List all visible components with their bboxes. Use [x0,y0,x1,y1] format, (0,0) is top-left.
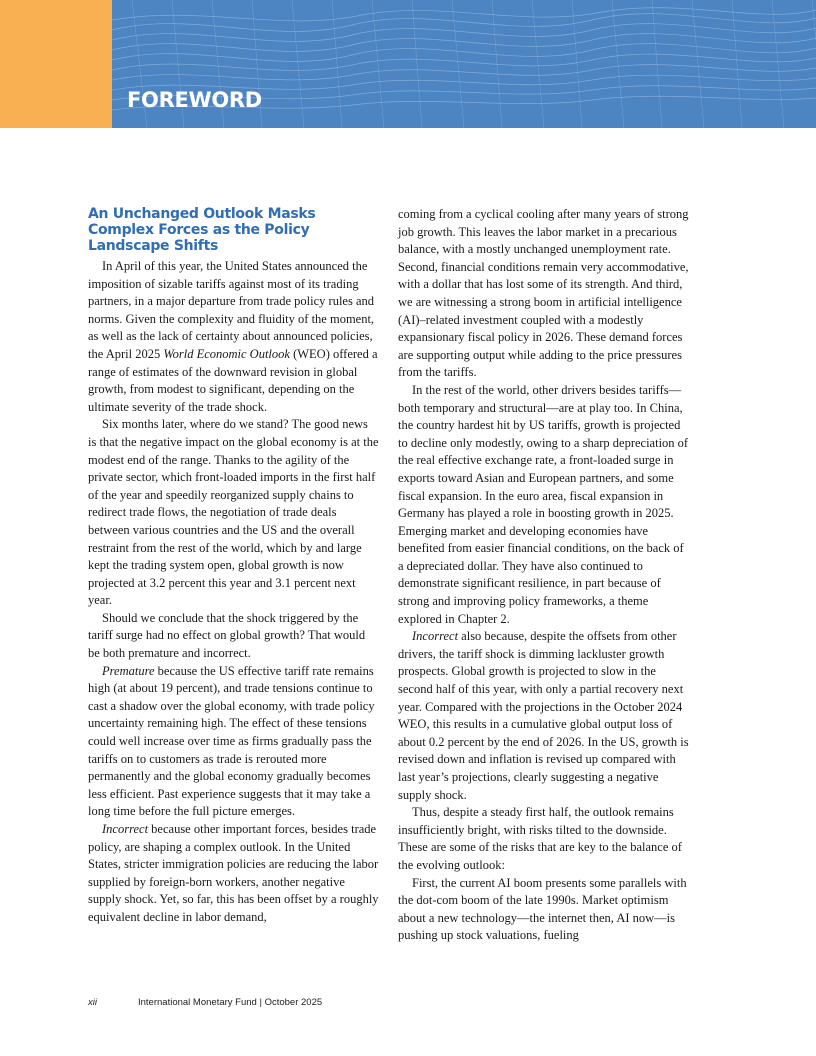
paragraph: In the rest of the world, other drivers besides tariffs—both temporary and structural—are at play too. In China, the country hardest hit by US tariffs, growth is projected to decline only modestly, owing to a sharp depreciation of the real effective exchange rate, a front-loaded surge in exports toward Asian and European partners, and some fiscal expansion. In the euro area, fiscal expansion in Germany has played a role in boosting growth in 2025. Emerging market and developing economies have benefited from easier financial conditions, on the back of a depreciated dollar. They have also continued to demonstrate significant resilience, in part because of strong and improving policy frameworks, a theme explored in Chapter 2. [398,382,689,626]
paragraph: Thus, despite a steady first half, the outlook remains insufficiently bright, with risks tilted to the downside. These are some of the risks that are key to the balance of the evolving outlook: [398,805,682,872]
paragraph: Incorrect also because, despite the offsets from other drivers, the tariff shock is dimming lackluster growth prospects. Global growth is projected to slow in the second half of this year, with only a partial recovery next year. Compared with the projections in the October 2024 WEO, this results in a cumulative global output loss of about 0.2 percent by the end of 2026. In the US, growth is revised down and inflation is revised up compared with last year’s projections, clearly suggesting a negative supply shock. [398,629,689,802]
page-title: FOREWORD [127,88,262,112]
banner-accent-block [0,0,112,128]
paragraph: First, the current AI boom presents some parallels with the dot-com boom of the late 1990s. Market optimism about a new technology—the internet then, AI now—is pushing up stock valuations, fueling [398,875,687,943]
paragraph: coming from a cyclical cooling after many years of strong job growth. This leaves the labor market in a precarious balance, with a mostly unchanged unemployment rate. Second, financial conditions remain very accommodative, with a dollar that has lost some of its strength. And third, we are witnessing a strong boom in artificial intelligence (AI)–related investment coupled with a modestly expansionary fiscal policy in 2026. These demand forces are supporting output while adding to the price pressures from the tariffs. [398,207,689,380]
right-column [398,206,689,945]
page-number: xii [88,997,97,1008]
paragraph: In April of this year, the United States announced the imposition of sizable tariffs against most of its trading partners, in a major departure from trade policy rules and norms. Given the complexity and fluidity of the moment, as well as the lack of certainty about announced policies, the April 2025 World Economic Outlook (WEO) offered a range of estimates of the downward revision in global growth, from modest to significant, depending on the ultimate severity of the trade shock. [88,259,378,414]
paragraph: Incorrect because other important forces, besides trade policy, are shaping a complex outlook. In the United States, stricter immigration policies are reducing the labor supplied by foreign-born workers, another negative supply shock. Yet, so far, this has been offset by a roughly equivalent decline in labor demand, [88,822,379,924]
header-banner [0,0,816,128]
paragraph: Premature because the US effective tariff rate remains high (at about 19 percent), and trade tensions continue to cast a shadow over the global economy, with trade policy uncertainty remaining high. The effect of these tensions could well increase over time as firms gradually pass the tariffs on to customers as trade is rerouted more permanently and the global economy gradually becomes less efficient. Past experience suggests that it may take a long time before the full picture emerges. [88,663,375,819]
paragraph: Six months later, where do we stand? The good news is that the negative impact on the global economy is at the modest end of the range. Thanks to the agility of the private sector, which front-loaded imports in the first half of the year and speedily reorganized supply chains to redirect trade flows, the negotiation of trade deals between various countries and the US and the overall restraint from the rest of the world, which by and large kept the trading system open, global growth is now projected at 3.2 percent this year and 3.1 percent next year. [88,417,379,608]
left-column [88,206,379,927]
section-heading: An Unchanged Outlook Masks Complex Forces as the Policy Landscape Shifts [88,206,316,254]
page-footer [88,997,322,1008]
paragraph: Should we conclude that the shock triggered by the tariff surge had no effect on global growth? That would be both premature and incorrect. [88,610,366,661]
publication-info: International Monetary Fund | October 2025 [138,997,323,1008]
